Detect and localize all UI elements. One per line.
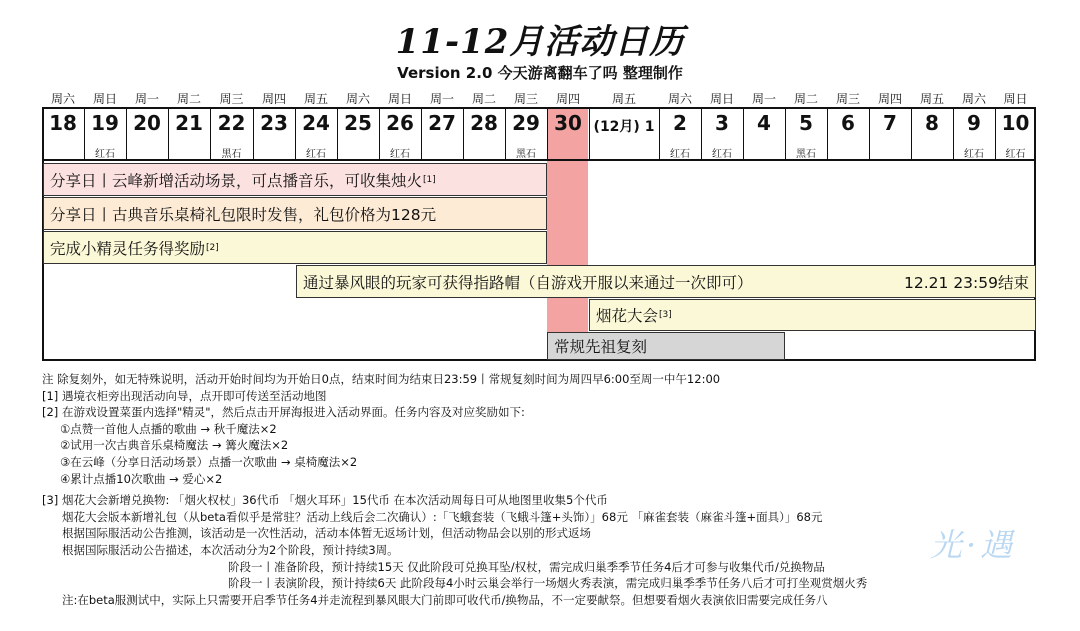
- date-number: 10: [1001, 111, 1030, 135]
- page-title: 11-12月活动日历: [395, 22, 685, 62]
- column-divider: [827, 107, 828, 161]
- note-2-item: ②试用一次古典音乐桌椅魔法 → 篝火魔法×2: [60, 438, 289, 453]
- column-divider: [659, 107, 660, 161]
- date-number: (12月) 1: [593, 119, 655, 135]
- date-number: 19: [91, 111, 119, 135]
- weekday-label: 周四: [261, 92, 286, 106]
- black-stone-badge: 黑石: [221, 149, 242, 160]
- weekday-label: 周日: [1003, 92, 1028, 106]
- column-divider: [126, 107, 127, 161]
- column-divider: [421, 107, 422, 161]
- column-divider: [210, 107, 211, 161]
- date-number: 23: [260, 111, 288, 135]
- column-divider: [911, 107, 912, 161]
- note-2-item: ①点赞一首他人点播的歌曲 → 秋千魔法×2: [60, 421, 277, 436]
- weekday-label: 周三: [219, 92, 244, 106]
- column-divider: [995, 107, 996, 161]
- weekday-label: 周日: [92, 92, 117, 106]
- date-number: 9: [967, 111, 981, 135]
- weekday-label: 周二: [471, 92, 496, 106]
- weekday-label: 周一: [751, 92, 776, 106]
- event-label: 烟花大会: [596, 307, 659, 325]
- black-stone-badge: 黑石: [516, 149, 536, 160]
- date-number: 28: [470, 111, 498, 135]
- weekday-label: 周五: [919, 92, 944, 106]
- column-divider: [701, 107, 702, 161]
- footnote-ref: [1]: [423, 174, 436, 185]
- note-3: [3] 烟花大会新增兑换物: 「烟火权杖」36代币 「烟火耳环」15代币 在本次活动周每日可从地图里收集5个代币: [42, 493, 608, 508]
- note-2-item: ③在云峰（分享日活动场景）点播一次歌曲 → 桌椅魔法×2: [60, 454, 358, 469]
- date-number: 21: [175, 111, 203, 135]
- weekday-label: 周六: [961, 92, 986, 106]
- red-stone-badge: 红石: [712, 149, 732, 160]
- note-3-line: 根据国际服活动公告描述，本次活动分为2个阶段，预计持续3周。: [62, 542, 399, 557]
- date-number: 5: [799, 111, 813, 135]
- phase-line: 阶段一丨准备阶段，预计持续15天 仅此阶段可兑换耳坠/权杖，需完成归巢季季节任务4后才可参与收集代币/兑换物品: [228, 559, 825, 574]
- column-divider: [589, 107, 590, 161]
- weekday-label: 周四: [877, 92, 902, 106]
- weekday-label: 周五: [611, 92, 636, 106]
- event-bar: [589, 299, 1036, 331]
- weekday-label: 周六: [667, 92, 692, 106]
- weekday-label: 周日: [387, 92, 412, 106]
- footnote-ref: [3]: [659, 310, 672, 320]
- red-stone-badge: 红石: [306, 149, 326, 160]
- note-3-line: 烟花大会版本新增礼包（从beta看似乎是常驻？活动上线后会二次确认）:「飞蛾套装（飞蛾斗篷+头饰）」68元 「麻雀套装（麻雀斗篷+面具）」68元: [62, 509, 823, 524]
- date-number: 22: [217, 111, 246, 135]
- event-bar: [43, 231, 547, 264]
- watermark-logo: 光·遇: [930, 526, 1017, 564]
- event-label: 分享日丨古典音乐桌椅礼包限时发售，礼包价格为128元: [50, 205, 437, 224]
- phase-line: 阶段一丨表演阶段，预计持续6天 此阶段每4小时云巢会举行一场烟火秀表演，需完成归巢季季节任务八后才可打坐观赏烟火秀: [228, 576, 868, 591]
- weekday-label: 周六: [50, 92, 75, 106]
- black-stone-badge: 黑石: [796, 149, 816, 160]
- event-bar: [296, 265, 1036, 298]
- column-divider: [743, 107, 744, 161]
- red-stone-badge: 红石: [964, 149, 984, 160]
- event-label: 常规先祖复刻: [554, 338, 648, 356]
- event-end-time: 12.21 23:59结束: [904, 273, 1029, 292]
- column-divider: [785, 107, 786, 161]
- note-general: 注 除复刻外，如无特殊说明，活动开始时间均为开始日0点，结束时间为结束日23:59丨常规复刻时间为周四早6:00至周一中午12:00: [42, 372, 721, 386]
- column-divider: [547, 107, 548, 161]
- note-2-item: ④累计点播10次歌曲 → 爱心×2: [60, 471, 223, 486]
- weekday-label: 周三: [513, 92, 538, 106]
- date-number: 27: [428, 111, 456, 135]
- weekday-label: 周六: [345, 92, 370, 106]
- red-stone-badge: 红石: [390, 149, 410, 160]
- event-label: 通过暴风眼的玩家可获得指路帽（自游戏开服以来通过一次即可）: [303, 273, 753, 292]
- weekday-label: 周日: [709, 92, 734, 106]
- column-divider: [295, 107, 296, 161]
- column-divider: [463, 107, 464, 161]
- column-divider: [337, 107, 338, 161]
- column-divider: [505, 107, 506, 161]
- date-number: 20: [133, 111, 161, 135]
- column-divider: [869, 107, 870, 161]
- date-number: 2: [673, 111, 687, 135]
- date-number: 24: [302, 111, 330, 135]
- page-subtitle: Version 2.0 今天游离翻车了吗 整理制作: [397, 64, 683, 82]
- weekday-label: 周一: [429, 92, 454, 106]
- weekday-label: 周二: [793, 92, 818, 106]
- date-number: 6: [841, 111, 855, 135]
- weekday-label: 周三: [835, 92, 860, 106]
- column-divider: [379, 107, 380, 161]
- column-divider: [953, 107, 954, 161]
- event-bar: [43, 163, 547, 196]
- red-stone-badge: 红石: [95, 149, 115, 160]
- event-bar: [43, 197, 547, 230]
- note-1: [1] 遇境衣柜旁出现活动向导，点开即可传送至活动地图: [42, 388, 327, 403]
- event-label: 完成小精灵任务得奖励: [50, 239, 206, 258]
- date-number: 4: [757, 111, 771, 135]
- note-2: [2] 在游戏设置菜蛋内选择"精灵"，然后点击开屏海报进入活动界面。任务内容及对应奖励如下:: [42, 405, 525, 420]
- date-number: 8: [925, 111, 939, 135]
- footnote-ref: [2]: [206, 242, 219, 253]
- date-number: 29: [512, 111, 540, 135]
- weekday-label: 周二: [176, 92, 201, 106]
- weekday-label: 周一: [134, 92, 159, 106]
- red-stone-badge: 红石: [1005, 149, 1026, 160]
- weekday-label: 周五: [303, 92, 328, 106]
- date-number: 3: [715, 111, 729, 135]
- event-bar: [547, 332, 785, 360]
- date-number: 7: [883, 111, 897, 135]
- note-3-line: 根据国际服活动公告推测，该活动是一次性活动，活动本体暂无返场计划，但活动物品会以别的形式返场: [62, 526, 591, 541]
- note-final: 注:在beta服测试中，实际上只需要开启季节任务4并走流程到暴风眼大门前即可收代币/换物品，不一定要献祭。但想要看烟火表演依旧需要完成任务八: [62, 592, 828, 607]
- column-divider: [168, 107, 169, 161]
- event-label: 分享日丨云峰新增活动场景，可点播音乐，可收集烛火: [50, 171, 423, 190]
- column-divider: [253, 107, 254, 161]
- date-number: 26: [386, 111, 414, 135]
- date-number: 18: [49, 111, 77, 135]
- date-number: 30: [554, 111, 582, 135]
- red-stone-badge: 红石: [670, 149, 690, 160]
- weekday-label: 周四: [555, 92, 580, 106]
- notes-section: [42, 371, 867, 608]
- date-number: 25: [344, 111, 372, 135]
- column-divider: [84, 107, 85, 161]
